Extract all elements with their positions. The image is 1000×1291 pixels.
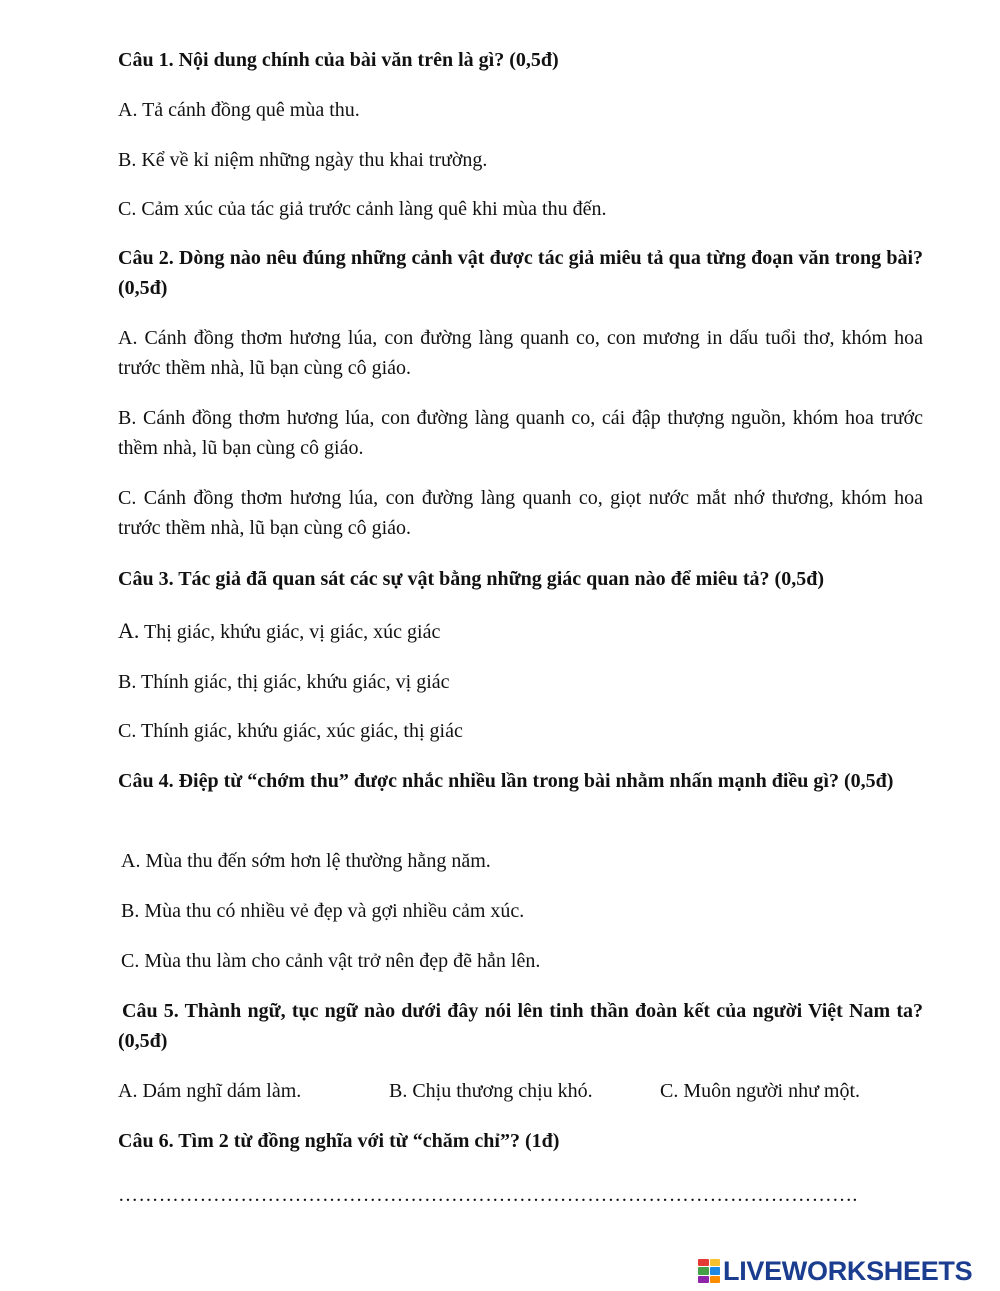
question-4-title: Câu 4. Điệp từ “chớm thu” được nhắc nhiều lần trong bài nhằm nhấn mạnh điều gì? (0,5đ)	[118, 770, 894, 792]
question-1-option-a[interactable]: A. Tả cánh đồng quê mùa thu.	[118, 99, 360, 121]
liveworksheets-logo-icon	[698, 1259, 720, 1283]
question-3-option-c[interactable]: C. Thính giác, khứu giác, xúc giác, thị giác	[118, 720, 463, 742]
question-5-option-b[interactable]: B. Chịu thương chịu khó.	[389, 1080, 593, 1102]
logo-square	[698, 1259, 709, 1266]
question-2-option-a[interactable]: A. Cánh đồng thơm hương lúa, con đường làng quanh co, con mương in dấu tuổi thơ, khóm hoa trước thềm nhà, lũ bạn cùng cô giáo.	[118, 327, 923, 379]
question-4-option-b[interactable]: B. Mùa thu có nhiều vẻ đẹp và gợi nhiều cảm xúc.	[121, 900, 525, 922]
liveworksheets-logo	[698, 1255, 972, 1287]
question-4-option-c[interactable]: C. Mùa thu làm cho cảnh vật trở nên đẹp đẽ hẳn lên.	[121, 950, 541, 972]
logo-text: LIVEWORKSHEETS	[723, 1255, 973, 1286]
question-2-option-c[interactable]: C. Cánh đồng thơm hương lúa, con đường làng quanh co, giọt nước mắt nhớ thương, khóm hoa trước thềm nhà, lũ bạn cùng cô giáo.	[118, 487, 923, 539]
logo-square	[698, 1276, 709, 1283]
question-4-option-a[interactable]: A. Mùa thu đến sớm hơn lệ thường hằng năm.	[121, 850, 491, 872]
question-3-title: Câu 3. Tác giả đã quan sát các sự vật bằng những giác quan nào để miêu tả? (0,5đ)	[118, 568, 824, 590]
logo-square	[698, 1267, 709, 1274]
logo-square	[710, 1259, 721, 1266]
question-1-title: Câu 1. Nội dung chính của bài văn trên là gì? (0,5đ)	[118, 49, 559, 71]
option-letter: A.	[118, 618, 140, 643]
logo-square	[710, 1276, 721, 1283]
option-text: Thị giác, khứu giác, vị giác, xúc giác	[139, 621, 441, 643]
question-2-title: Câu 2. Dòng nào nêu đúng những cảnh vật được tác giả miêu tả qua từng đoạn văn trong bài? (0,5đ)	[118, 247, 923, 299]
question-1-option-c[interactable]: C. Cảm xúc của tác giả trước cảnh làng quê khi mùa thu đến.	[118, 198, 607, 220]
logo-square	[710, 1267, 721, 1274]
question-3-option-a[interactable]	[118, 616, 923, 647]
question-5-option-c[interactable]: C. Muôn người như một.	[660, 1080, 861, 1102]
answer-input-line[interactable]: ……………………………………………………………………………………………….	[118, 1184, 858, 1206]
question-3-option-b[interactable]: B. Thính giác, thị giác, khứu giác, vị giác	[118, 671, 450, 693]
question-5-title: Câu 5. Thành ngữ, tục ngữ nào dưới đây nói lên tinh thần đoàn kết của người Việt Nam ta? (0,5đ)	[118, 1000, 923, 1052]
question-6-title: Câu 6. Tìm 2 từ đồng nghĩa với từ “chăm chỉ”? (1đ)	[118, 1130, 560, 1152]
question-2-option-b[interactable]: B. Cánh đồng thơm hương lúa, con đường làng quanh co, cái đập thượng nguồn, khóm hoa trước thềm nhà, lũ bạn cùng cô giáo.	[118, 407, 923, 459]
question-5-option-a[interactable]: A. Dám nghĩ dám làm.	[118, 1080, 302, 1102]
question-1-option-b[interactable]: B. Kể về kỉ niệm những ngày thu khai trường.	[118, 149, 488, 171]
